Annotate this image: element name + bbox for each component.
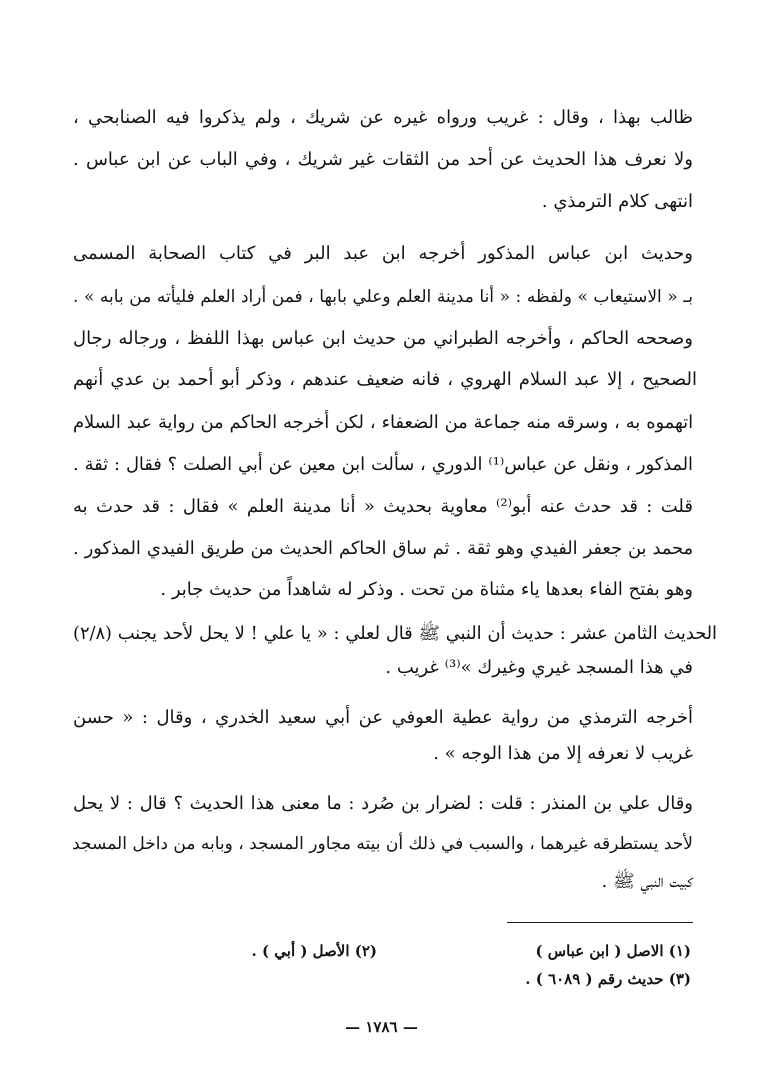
text-line-10: قلت : قد حدث عنه أبو⁽²⁾ معاوية بحديث « أنا مدينة العلم » فقال : قد حدث به (73, 496, 693, 517)
text-line-1: ظالب بهذا ، وقال : غريب ورواه غيره عن شريك ، ولم يذكروا فيه الصنابحي ، (73, 107, 693, 128)
text-line-6: وصححه الحاكم ، وأخرجه الطبراني من حديث ابن عباس بهذا اللفظ ، ورجاله رجال (73, 328, 693, 349)
footnote-2: (٢) الأصل ( أبي ) . (251, 942, 377, 960)
text-line-7: الصحيح ، إلا عبد السلام الهروي ، فانه ضعيف عندهم ، وذكر أبو أحمد بن عدي أنهم (73, 369, 697, 390)
text-line-12: وهو بفتح الفاء بعدها ياء مثناة من تحت . وذكر له شاهداً من حديث جابر . (160, 579, 693, 600)
text-line-19: كبيت النبي ﷺ . (601, 871, 693, 892)
footnote-3: (٣) حديث رقم ( ٦٠٨٩ ) . (525, 970, 691, 988)
footnote-separator (507, 922, 693, 923)
text-line-9: المذكور ، ونقل عن عباس⁽¹⁾ الدوري ، سألت ابن معين عن أبي الصلت ؟ فقال : ثقة . (73, 455, 693, 475)
text-line-8: اتهموه به ، وسرقه منه جماعة من الضعفاء ، لكن أخرجه الحاكم من رواية عبد السلام (73, 413, 693, 433)
text-line-18: لأحد يستطرقه غيرهما ، والسبب في ذلك أن بيته مجاور المسجد ، وبابه من داخل المسجد (72, 834, 693, 854)
text-line-5: بـ « الاستيعاب » ولفظه : « أنا مدينة العلم وعلي بابها ، فمن أراد العلم فليأته من بابه » . (73, 287, 693, 307)
page-number: — ١٧٨٦ — (345, 1018, 418, 1036)
text-line-2: ولا نعرف هذا الحديث عن أحد من الثقات غير شريك ، وفي الباب عن ابن عباس . (73, 149, 693, 170)
text-line-15: أخرجه الترمذي من رواية عطية العوفي عن أبي سعيد الخدري ، وقال : « حسن (73, 707, 693, 728)
text-line-11: محمد بن جعفر الفيدي وهو ثقة . ثم ساق الحاكم الحديث من طريق الفيدي المذكور . (73, 539, 693, 559)
text-line-3: انتهى كلام الترمذي . (541, 191, 693, 212)
text-line-14: في هذا المسجد غيري وغيرك »⁽³⁾ غريب . (385, 657, 693, 678)
text-line-17: وقال علي بن المنذر : قلت : لضرار بن صُرد : ما معنى هذا الحديث ؟ قال : لا يحل (73, 793, 693, 814)
footnote-1: (١) الاصل ( ابن عباس ) (535, 942, 691, 960)
text-line-16: غريب لا نعرفه إلا من هذا الوجه » . (433, 743, 693, 764)
hadith-heading-line: الحديث الثامن عشر : حديث أن النبي ﷺ قال لعلي : « يا علي ! لا يحل لأحد يجنب (٢/٨) (73, 624, 717, 644)
text-line-4: وحديث ابن عباس المذكور أخرجه ابن عبد البر في كتاب الصحابة المسمى (73, 243, 694, 264)
